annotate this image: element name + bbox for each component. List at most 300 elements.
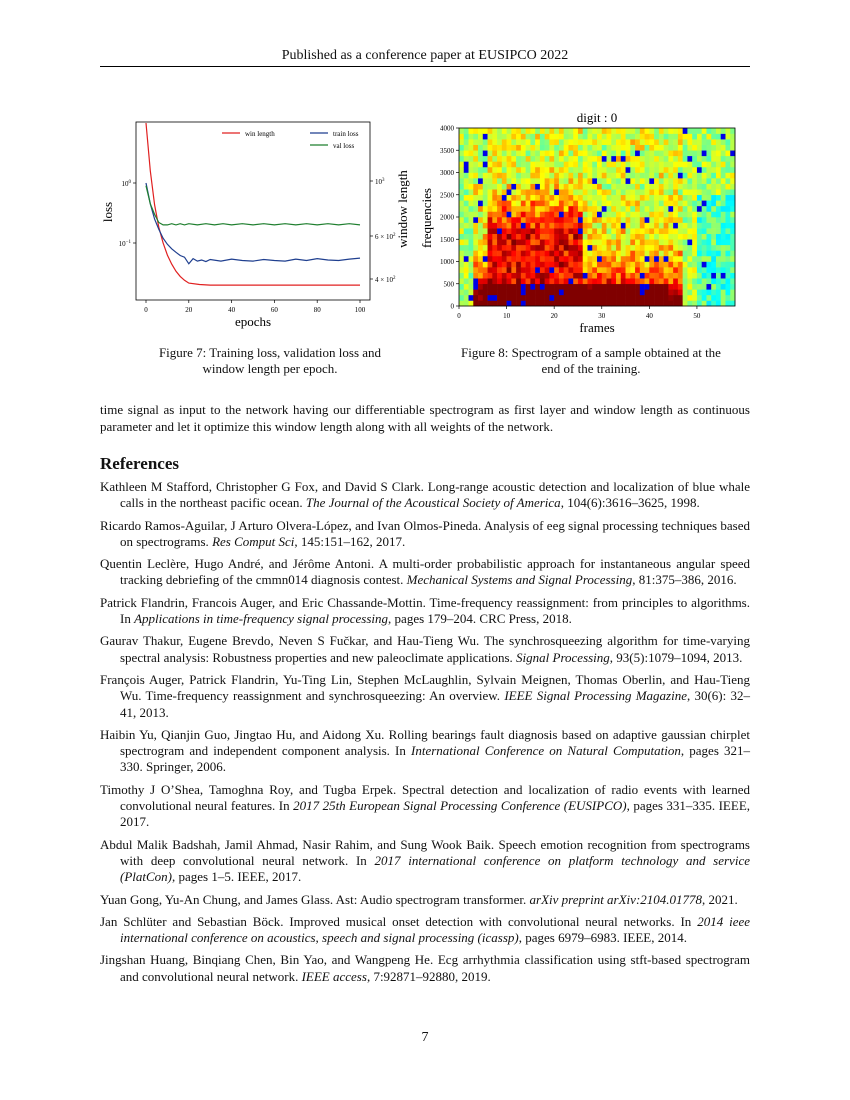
spectrogram-cell [473, 206, 478, 212]
spectrogram-cell [507, 223, 512, 229]
spectrogram-cell [706, 211, 711, 217]
spectrogram-cell [635, 245, 640, 251]
spectrogram-cell [568, 262, 573, 268]
spectrogram-cell [630, 239, 635, 245]
spectrogram-cell [469, 228, 474, 234]
spectrogram-cell [568, 145, 573, 151]
spectrogram-cell [540, 156, 545, 162]
spectrogram-cell [549, 273, 554, 279]
spectrogram-cell [559, 267, 564, 273]
spectrogram-cell [692, 145, 697, 151]
spectrogram-cell [716, 262, 721, 268]
spectrogram-cell [492, 173, 497, 179]
spectrogram-cell [592, 295, 597, 301]
spectrogram-cell [578, 284, 583, 290]
spectrogram-cell [592, 267, 597, 273]
spectrogram-cell [721, 262, 726, 268]
spectrogram-cell [559, 289, 564, 295]
spectrogram-cell [559, 206, 564, 212]
spectrogram-cell [564, 211, 569, 217]
spectrogram-cell [602, 239, 607, 245]
spectrogram-cell [678, 178, 683, 184]
spectrogram-cell [568, 211, 573, 217]
spectrogram-cell [640, 300, 645, 306]
spectrogram-cell [507, 245, 512, 251]
spectrogram-cell [568, 289, 573, 295]
spectrogram-cell [645, 239, 650, 245]
spectrogram-cell [459, 250, 464, 256]
spectrogram-cell [721, 256, 726, 262]
spectrogram-cell [621, 150, 626, 156]
spectrogram-cell [716, 300, 721, 306]
spectrogram-cell [654, 295, 659, 301]
spectrogram-cell [659, 139, 664, 145]
spectrogram-cell [530, 278, 535, 284]
spectrogram-cell [683, 228, 688, 234]
spectrogram-cell [469, 245, 474, 251]
spectrogram-cell [630, 262, 635, 268]
spectrogram-cell [697, 267, 702, 273]
spectrogram-cell [483, 200, 488, 206]
spectrogram-cell [687, 223, 692, 229]
spectrogram-cell [716, 211, 721, 217]
spectrogram-cell [583, 250, 588, 256]
spectrogram-cell [587, 200, 592, 206]
spectrogram-cell [668, 211, 673, 217]
spectrogram-cell [564, 300, 569, 306]
spectrogram-cell [673, 300, 678, 306]
spectrogram-cell [559, 195, 564, 201]
spectrogram-cell [716, 161, 721, 167]
spectrogram-cell [626, 295, 631, 301]
spectrogram-cell [702, 256, 707, 262]
spectrogram-cell [516, 145, 521, 151]
spectrogram-cell [516, 184, 521, 190]
spectrogram-cell [607, 195, 612, 201]
spectrogram-cell [664, 200, 669, 206]
spectrogram-cell [659, 145, 664, 151]
spectrogram-cell [602, 156, 607, 162]
spectrogram-cell [559, 139, 564, 145]
spectrogram-cell [545, 200, 550, 206]
spectrogram-cell [721, 184, 726, 190]
spectrogram-cell [535, 262, 540, 268]
spectrogram-cell [711, 267, 716, 273]
spectrogram-cell [559, 145, 564, 151]
spectrogram-cell [540, 167, 545, 173]
spectrogram-cell [592, 289, 597, 295]
spectrogram-cell [725, 295, 730, 301]
spectrogram-cell [683, 262, 688, 268]
fig7-ytick-right-2: $4 \times 10^2$ [375, 276, 396, 284]
spectrogram-cell [721, 289, 726, 295]
spectrogram-cell [730, 239, 735, 245]
spectrogram-cell [607, 223, 612, 229]
spectrogram-cell [530, 195, 535, 201]
spectrogram-cell [640, 206, 645, 212]
spectrogram-cell [702, 167, 707, 173]
spectrogram-cell [483, 184, 488, 190]
spectrogram-cell [535, 267, 540, 273]
spectrogram-cell [502, 250, 507, 256]
spectrogram-cell [649, 200, 654, 206]
spectrogram-cell [587, 206, 592, 212]
spectrogram-cell [564, 200, 569, 206]
spectrogram-cell [706, 173, 711, 179]
spectrogram-cell [549, 211, 554, 217]
spectrogram-cell [549, 173, 554, 179]
spectrogram-cell [654, 239, 659, 245]
spectrogram-cell [626, 289, 631, 295]
spectrogram-cell [473, 217, 478, 223]
reference-item: Kathleen M Stafford, Christopher G Fox, and David S Clark. Long-range acoustic detection and localization of blue whale calls in the northeast pacific ocean. The Journal of the Acoustical Society of America, 104(6):3616–3625, 1998. [100, 479, 750, 511]
header-rule [100, 66, 750, 67]
spectrogram-cell [568, 206, 573, 212]
spectrogram-cell [587, 273, 592, 279]
spectrogram-cell [673, 239, 678, 245]
spectrogram-cell [607, 256, 612, 262]
spectrogram-cell [649, 239, 654, 245]
spectrogram-cell [645, 273, 650, 279]
spectrogram-cell [530, 273, 535, 279]
spectrogram-cell [469, 184, 474, 190]
spectrogram-cell [678, 173, 683, 179]
spectrogram-cell [473, 223, 478, 229]
spectrogram-cell [611, 134, 616, 140]
spectrogram-cell [678, 256, 683, 262]
spectrogram-cell [721, 167, 726, 173]
spectrogram-cell [730, 267, 735, 273]
spectrogram-cell [611, 200, 616, 206]
spectrogram-cell [654, 223, 659, 229]
spectrogram-cell [516, 289, 521, 295]
spectrogram-cell [673, 223, 678, 229]
spectrogram-cell [526, 206, 531, 212]
spectrogram-cell [635, 278, 640, 284]
spectrogram-cell [540, 223, 545, 229]
spectrogram-cell [545, 139, 550, 145]
spectrogram-cell [692, 289, 697, 295]
spectrogram-cell [702, 200, 707, 206]
spectrogram-cell [554, 278, 559, 284]
spectrogram-cell [683, 134, 688, 140]
spectrogram-cell [492, 211, 497, 217]
spectrogram-cell [583, 262, 588, 268]
spectrogram-cell [478, 273, 483, 279]
spectrogram-cell [540, 234, 545, 240]
fig7-xtick-label: 40 [228, 306, 236, 314]
spectrogram-cell [592, 234, 597, 240]
fig7-ytick-right-1: $6 \times 10^2$ [375, 233, 396, 241]
spectrogram-cell [711, 300, 716, 306]
spectrogram-cell [497, 195, 502, 201]
spectrogram-cell [702, 189, 707, 195]
spectrogram-cell [469, 284, 474, 290]
spectrogram-cell [730, 295, 735, 301]
spectrogram-cell [573, 234, 578, 240]
spectrogram-cell [488, 295, 493, 301]
spectrogram-cell [473, 273, 478, 279]
fig8-ytick-label: 2500 [440, 191, 454, 200]
spectrogram-cell [478, 173, 483, 179]
spectrogram-cell [635, 211, 640, 217]
spectrogram-cell [507, 150, 512, 156]
spectrogram-cell [478, 245, 483, 251]
spectrogram-cell [702, 239, 707, 245]
spectrogram-cell [507, 139, 512, 145]
spectrogram-cell [554, 250, 559, 256]
spectrogram-cell [545, 234, 550, 240]
spectrogram-cell [559, 178, 564, 184]
fig7-xtick-label: 20 [185, 306, 193, 314]
spectrogram-cell [668, 206, 673, 212]
spectrogram-cell [702, 184, 707, 190]
spectrogram-cell [725, 278, 730, 284]
spectrogram-cell [635, 284, 640, 290]
spectrogram-cell [578, 228, 583, 234]
spectrogram-cell [621, 223, 626, 229]
spectrogram-cell [464, 217, 469, 223]
spectrogram-cell [516, 128, 521, 134]
spectrogram-cell [469, 250, 474, 256]
spectrogram-cell [578, 128, 583, 134]
spectrogram-cell [535, 300, 540, 306]
spectrogram-cell [621, 289, 626, 295]
spectrogram-cell [697, 295, 702, 301]
spectrogram-cell [545, 278, 550, 284]
spectrogram-cell [630, 234, 635, 240]
spectrogram-cell [459, 178, 464, 184]
spectrogram-cell [697, 239, 702, 245]
spectrogram-cell [483, 211, 488, 217]
spectrogram-cell [573, 139, 578, 145]
spectrogram-cell [635, 295, 640, 301]
spectrogram-cell [502, 239, 507, 245]
spectrogram-cell [469, 128, 474, 134]
spectrogram-cell [516, 234, 521, 240]
spectrogram-cell [626, 228, 631, 234]
spectrogram-cell [635, 200, 640, 206]
spectrogram-cell [535, 256, 540, 262]
spectrogram-cell [540, 134, 545, 140]
spectrogram-cell [654, 300, 659, 306]
spectrogram-cell [659, 245, 664, 251]
spectrogram-cell [706, 223, 711, 229]
figure-8-caption: Figure 8: Spectrogram of a sample obtained at the end of the training. [461, 345, 721, 376]
spectrogram-cell [530, 289, 535, 295]
spectrogram-cell [649, 289, 654, 295]
spectrogram-cell [573, 300, 578, 306]
spectrogram-cell [692, 295, 697, 301]
spectrogram-cell [578, 139, 583, 145]
spectrogram-cell [583, 156, 588, 162]
spectrogram-cell [702, 217, 707, 223]
spectrogram-cell [530, 239, 535, 245]
spectrogram-cell [683, 206, 688, 212]
spectrogram-cell [730, 256, 735, 262]
spectrogram-cell [607, 134, 612, 140]
spectrogram-cell [635, 167, 640, 173]
spectrogram-cell [592, 256, 597, 262]
spectrogram-cell [711, 161, 716, 167]
spectrogram-cell [659, 211, 664, 217]
spectrogram-cell [687, 139, 692, 145]
spectrogram-cell [649, 156, 654, 162]
spectrogram-cell [492, 300, 497, 306]
spectrogram-cell [711, 173, 716, 179]
spectrogram-cell [687, 273, 692, 279]
spectrogram-cell [664, 161, 669, 167]
spectrogram-cell [521, 200, 526, 206]
spectrogram-cell [716, 150, 721, 156]
spectrogram-cell [554, 206, 559, 212]
spectrogram-cell [721, 217, 726, 223]
spectrogram-cell [587, 161, 592, 167]
spectrogram-cell [607, 206, 612, 212]
page-number: 7 [421, 1030, 429, 1045]
spectrogram-cell [459, 184, 464, 190]
spectrogram-cell [697, 262, 702, 268]
spectrogram-cell [711, 200, 716, 206]
spectrogram-cell [516, 295, 521, 301]
spectrogram-cell [488, 228, 493, 234]
spectrogram-cell [721, 200, 726, 206]
spectrogram-cell [721, 278, 726, 284]
spectrogram-cell [659, 150, 664, 156]
spectrogram-cell [673, 139, 678, 145]
spectrogram-cell [511, 256, 516, 262]
spectrogram-cell [502, 161, 507, 167]
spectrogram-cell [602, 128, 607, 134]
spectrogram-cell [511, 234, 516, 240]
spectrogram-cell [716, 250, 721, 256]
spectrogram-cell [511, 262, 516, 268]
spectrogram-cell [678, 150, 683, 156]
spectrogram-cell [645, 300, 650, 306]
spectrogram-cell [659, 289, 664, 295]
spectrogram-cell [497, 300, 502, 306]
spectrogram-cell [683, 217, 688, 223]
spectrogram-cell [626, 195, 631, 201]
spectrogram-cell [530, 300, 535, 306]
spectrogram-cell [721, 239, 726, 245]
spectrogram-cell [711, 278, 716, 284]
spectrogram-cell [483, 267, 488, 273]
spectrogram-cell [578, 206, 583, 212]
spectrogram-cell [559, 256, 564, 262]
spectrogram-cell [535, 167, 540, 173]
spectrogram-cell [607, 239, 612, 245]
spectrogram-cell [535, 156, 540, 162]
spectrogram-cell [464, 289, 469, 295]
spectrogram-cell [573, 167, 578, 173]
spectrogram-cell [716, 289, 721, 295]
spectrogram-cell [540, 217, 545, 223]
spectrogram-cell [473, 278, 478, 284]
spectrogram-cell [469, 295, 474, 301]
spectrogram-cell [721, 267, 726, 273]
spectrogram-cell [526, 178, 531, 184]
spectrogram-cell [654, 173, 659, 179]
spectrogram-cell [616, 195, 621, 201]
spectrogram-cell [706, 200, 711, 206]
spectrogram-cell [492, 239, 497, 245]
spectrogram-cell [540, 200, 545, 206]
spectrogram-cell [597, 262, 602, 268]
spectrogram-cell [511, 178, 516, 184]
spectrogram-cell [530, 178, 535, 184]
spectrogram-cell [478, 239, 483, 245]
spectrogram-cell [730, 273, 735, 279]
spectrogram-cell [497, 189, 502, 195]
spectrogram-cell [645, 139, 650, 145]
spectrogram-cell [492, 289, 497, 295]
spectrogram-cell [697, 289, 702, 295]
spectrogram-cell [473, 156, 478, 162]
spectrogram-cell [545, 245, 550, 251]
spectrogram-cell [626, 134, 631, 140]
spectrogram-cell [573, 178, 578, 184]
spectrogram-cell [687, 228, 692, 234]
spectrogram-cell [711, 262, 716, 268]
fig7-ytick-left-1: $10^{-1}$ [118, 240, 131, 248]
spectrogram-cell [583, 217, 588, 223]
spectrogram-cell [549, 250, 554, 256]
spectrogram-cell [469, 150, 474, 156]
spectrogram-cell [716, 195, 721, 201]
spectrogram-cell [483, 150, 488, 156]
spectrogram-cell [654, 156, 659, 162]
spectrogram-cell [578, 289, 583, 295]
spectrogram-cell [530, 173, 535, 179]
spectrogram-cell [587, 184, 592, 190]
spectrogram-cell [488, 267, 493, 273]
fig8-xlabel: frames [579, 320, 615, 335]
spectrogram-cell [673, 167, 678, 173]
spectrogram-cell [568, 250, 573, 256]
fig8-title: digit : 0 [576, 110, 618, 125]
spectrogram-cell [516, 223, 521, 229]
spectrogram-cell [497, 239, 502, 245]
spectrogram-cell [521, 300, 526, 306]
spectrogram-cell [687, 206, 692, 212]
spectrogram-cell [545, 223, 550, 229]
spectrogram-cell [692, 189, 697, 195]
spectrogram-cell [645, 267, 650, 273]
spectrogram-cell [607, 300, 612, 306]
spectrogram-cell [568, 178, 573, 184]
spectrogram-cell [564, 150, 569, 156]
spectrogram-cell [535, 200, 540, 206]
spectrogram-cell [559, 273, 564, 279]
spectrogram-cell [673, 245, 678, 251]
spectrogram-cell [697, 161, 702, 167]
spectrogram-cell [511, 223, 516, 229]
spectrogram-cell [673, 206, 678, 212]
spectrogram-cell [521, 156, 526, 162]
spectrogram-cell [583, 195, 588, 201]
spectrogram-cell [516, 173, 521, 179]
spectrogram-cell [478, 278, 483, 284]
spectrogram-cell [492, 284, 497, 290]
spectrogram-cell [507, 278, 512, 284]
spectrogram-cell [549, 217, 554, 223]
spectrogram-cell [459, 128, 464, 134]
spectrogram-cell [635, 206, 640, 212]
spectrogram-cell [649, 223, 654, 229]
spectrogram-cell [683, 234, 688, 240]
spectrogram-cell [664, 156, 669, 162]
